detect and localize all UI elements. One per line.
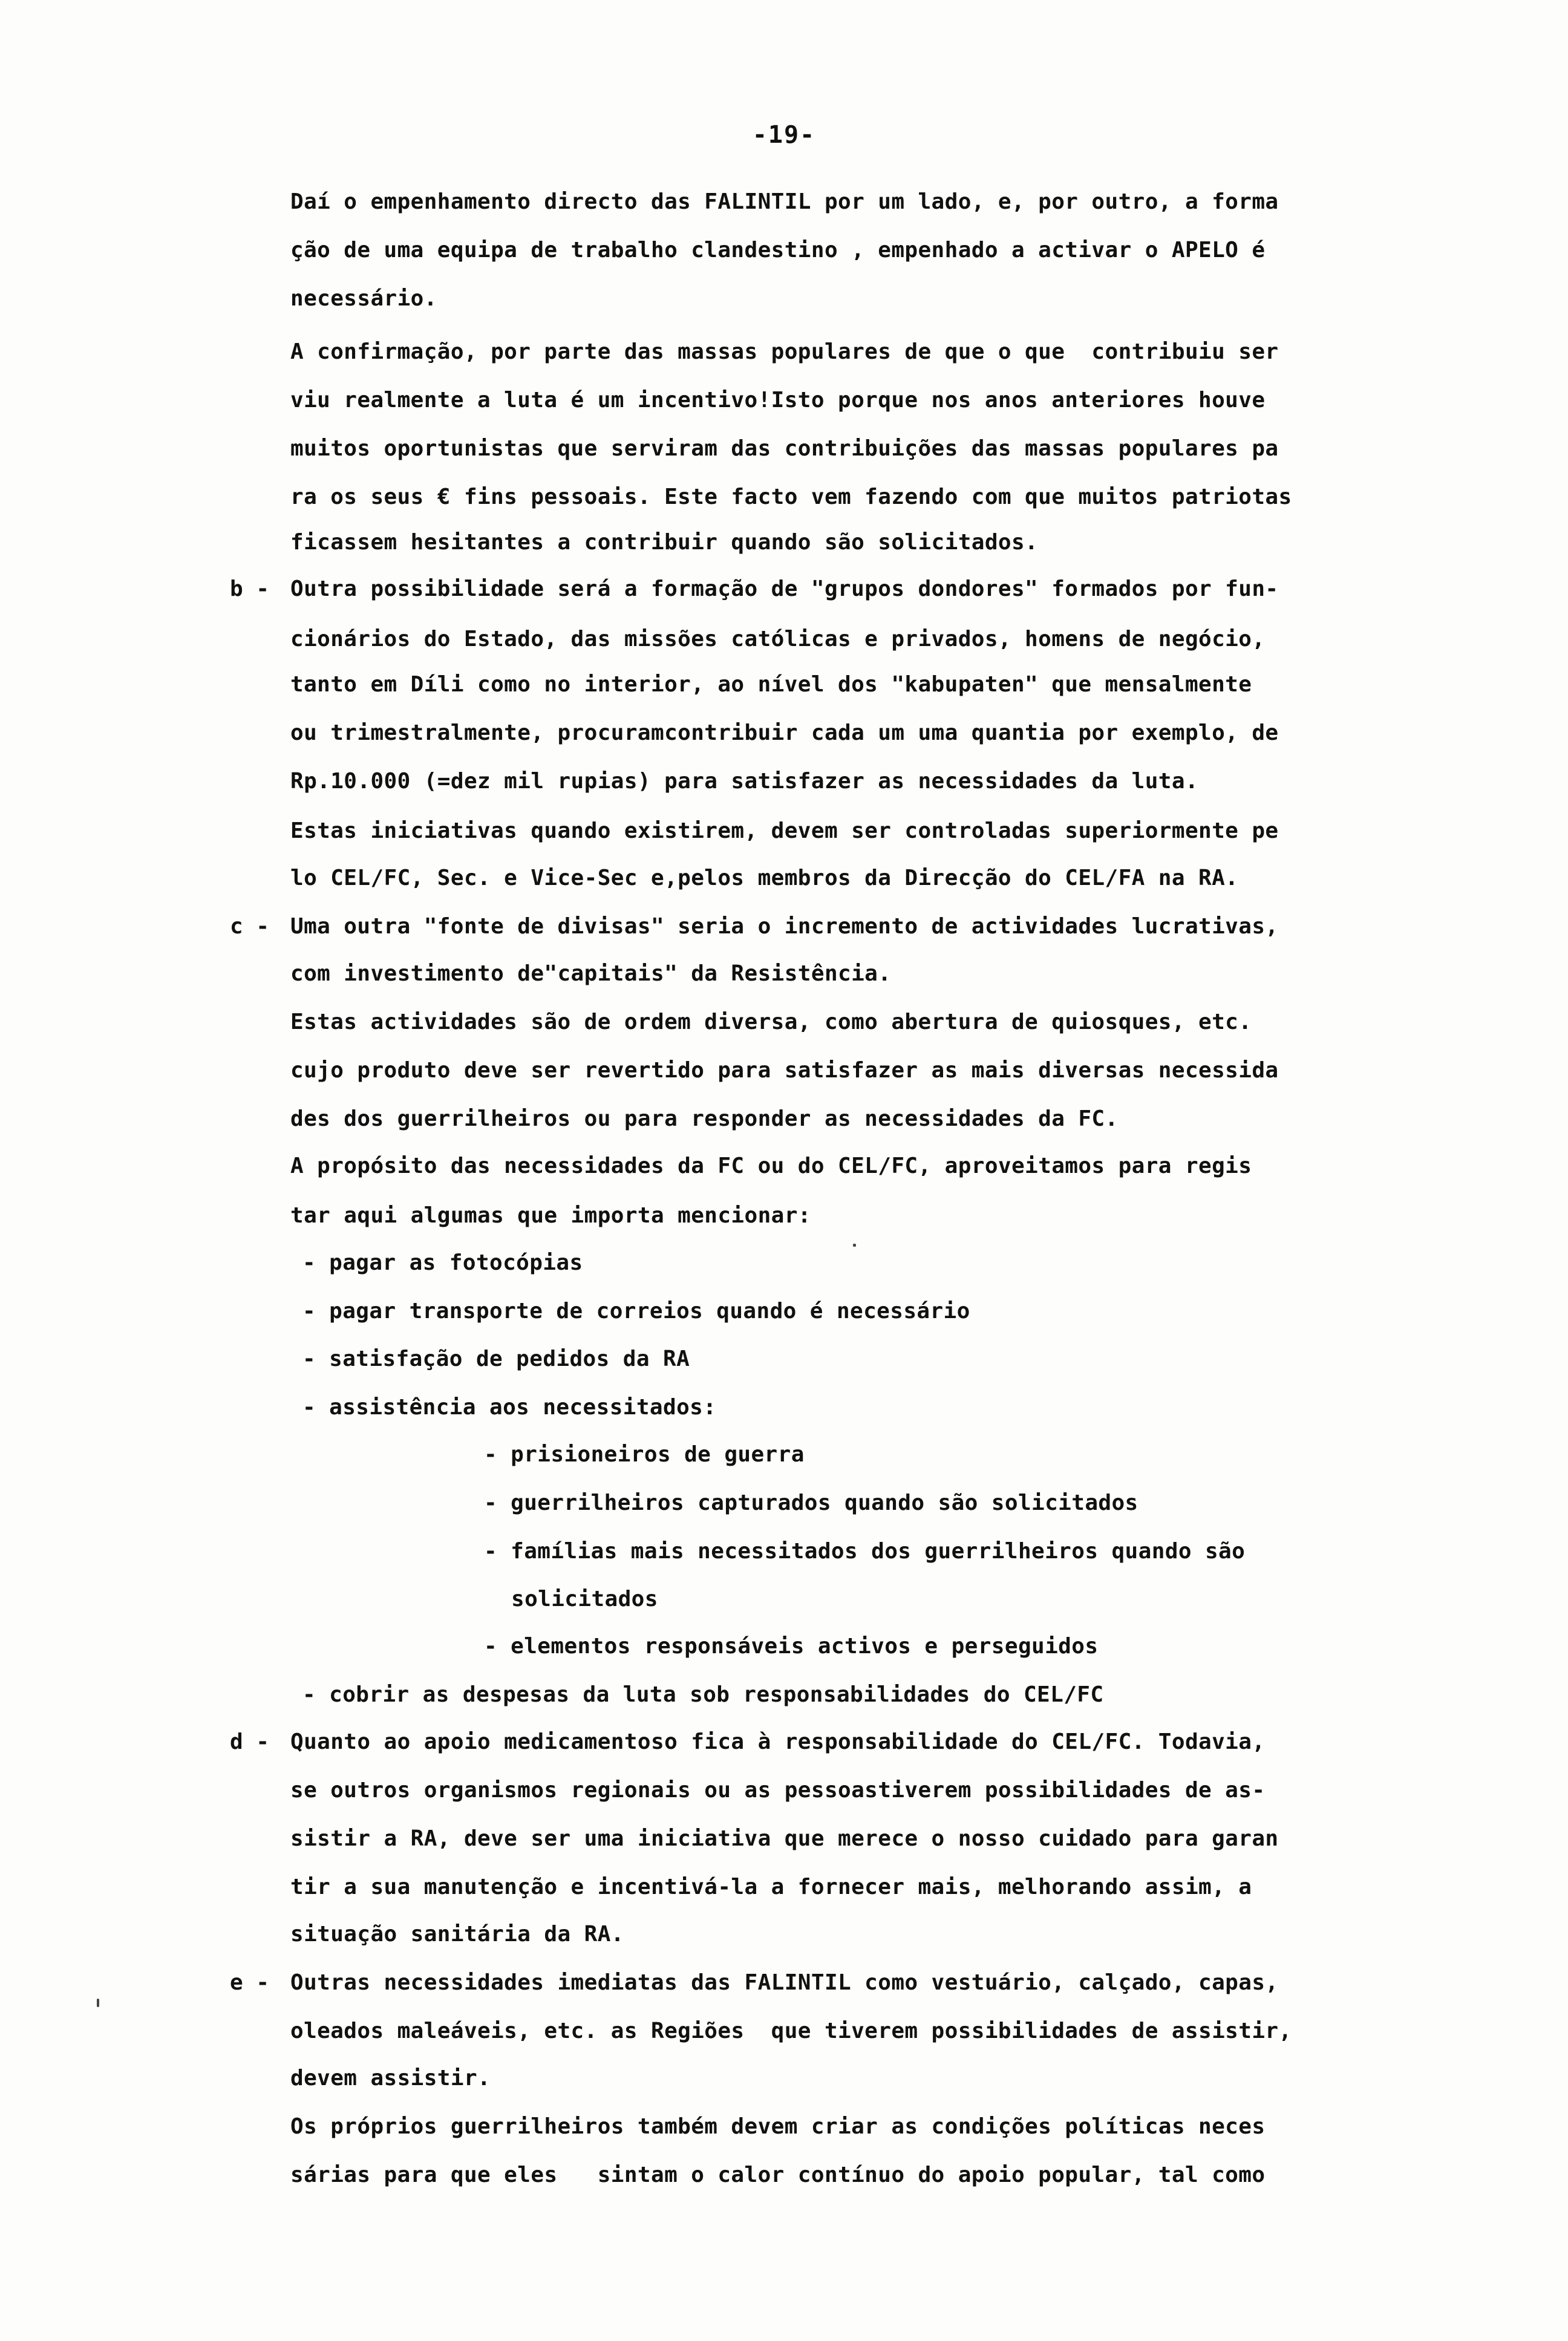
text-line: Quanto ao apoio medicamentoso fica à responsabilidade do CEL/FC. Todavia,: [290, 1729, 1266, 1754]
text-line: cionários do Estado, das missões católicas e privados, homens de negócio,: [290, 627, 1266, 651]
sub-list-item-continued: solicitados: [511, 1587, 658, 1611]
sub-list-item: - prisioneiros de guerra: [484, 1442, 805, 1467]
scan-speck: [853, 1244, 856, 1247]
text-line: situação sanitária da RA.: [290, 1922, 624, 1947]
sub-list-item: - guerrilheiros capturados quando são solicitados: [484, 1490, 1138, 1515]
text-line: sárias para que eles sintam o calor contínuo do apoio popular, tal como: [290, 2163, 1266, 2187]
text-line: com investimento de"capitais" da Resistência.: [290, 961, 892, 986]
item-marker-c: c -: [230, 914, 270, 939]
text-line: des dos guerrilheiros ou para responder as necessidades da FC.: [290, 1106, 1119, 1131]
text-line: cujo produto deve ser revertido para satisfazer as mais diversas necessida: [290, 1058, 1279, 1083]
item-marker-b: b -: [230, 576, 270, 601]
item-marker-e: e -: [230, 1970, 270, 1995]
text-line: ra os seus € fins pessoais. Este facto vem fazendo com que muitos patriotas: [290, 485, 1292, 509]
text-line: devem assistir.: [290, 2066, 491, 2091]
text-line: viu realmente a luta é um incentivo!Isto porque nos anos anteriores houve: [290, 388, 1266, 413]
item-marker-d: d -: [230, 1729, 270, 1754]
text-line: oleados maleáveis, etc. as Regiões que tiverem possibilidades de assistir,: [290, 2019, 1292, 2043]
text-line: A confirmação, por parte das massas populares de que o que contribuiu ser: [290, 339, 1279, 364]
text-line: Outras necessidades imediatas das FALINTIL como vestuário, calçado, capas,: [290, 1970, 1279, 1995]
text-line: necessário.: [290, 286, 437, 311]
list-item: - assistência aos necessitados:: [302, 1395, 717, 1420]
text-line: muitos oportunistas que serviram das contribuições das massas populares pa: [290, 436, 1279, 461]
text-line: ção de uma equipa de trabalho clandestino , empenhado a activar o APELO é: [290, 238, 1266, 263]
text-line: se outros organismos regionais ou as pessoastiverem possibilidades de as-: [290, 1778, 1266, 1803]
scan-speck: [97, 1999, 99, 2007]
text-line: A propósito das necessidades da FC ou do CEL/FC, aproveitamos para regis: [290, 1154, 1252, 1178]
text-line: tir a sua manutenção e incentivá-la a fornecer mais, melhorando assim, a: [290, 1875, 1252, 1899]
sub-list-item: - elementos responsáveis activos e perseguidos: [484, 1634, 1099, 1659]
text-line: Estas actividades são de ordem diversa, como abertura de quiosques, etc.: [290, 1010, 1252, 1034]
text-line: Estas iniciativas quando existirem, devem ser controladas superiormente pe: [290, 818, 1279, 843]
list-item: - pagar as fotocópias: [302, 1250, 583, 1275]
list-item: - cobrir as despesas da luta sob responsabilidades do CEL/FC: [302, 1682, 1104, 1707]
list-item: - pagar transporte de correios quando é necessário: [302, 1299, 970, 1324]
list-item: - satisfação de pedidos da RA: [302, 1347, 690, 1371]
text-line: ou trimestralmente, procuramcontribuir cada um uma quantia por exemplo, de: [290, 720, 1279, 745]
text-line: Rp.10.000 (=dez mil rupias) para satisfazer as necessidades da luta.: [290, 769, 1199, 794]
text-line: Os próprios guerrilheiros também devem criar as condições políticas neces: [290, 2114, 1266, 2139]
text-line: lo CEL/FC, Sec. e Vice-Sec e,pelos membros da Direcção do CEL/FA na RA.: [290, 866, 1239, 890]
text-line: Daí o empenhamento directo das FALINTIL por um lado, e, por outro, a forma: [290, 189, 1279, 214]
text-line: Uma outra "fonte de divisas" seria o incremento de actividades lucrativas,: [290, 914, 1279, 939]
page-number: -19-: [752, 121, 816, 149]
text-line: sistir a RA, deve ser uma iniciativa que merece o nosso cuidado para garan: [290, 1826, 1279, 1851]
text-line: tanto em Díli como no interior, ao nível dos "kabupaten" que mensalmente: [290, 672, 1252, 697]
text-line: Outra possibilidade será a formação de "grupos dondores" formados por fun-: [290, 576, 1279, 601]
text-line: tar aqui algumas que importa mencionar:: [290, 1203, 811, 1228]
text-line: ficassem hesitantes a contribuir quando são solicitados.: [290, 530, 1039, 555]
sub-list-item: - famílias mais necessitados dos guerrilheiros quando são: [484, 1539, 1246, 1564]
